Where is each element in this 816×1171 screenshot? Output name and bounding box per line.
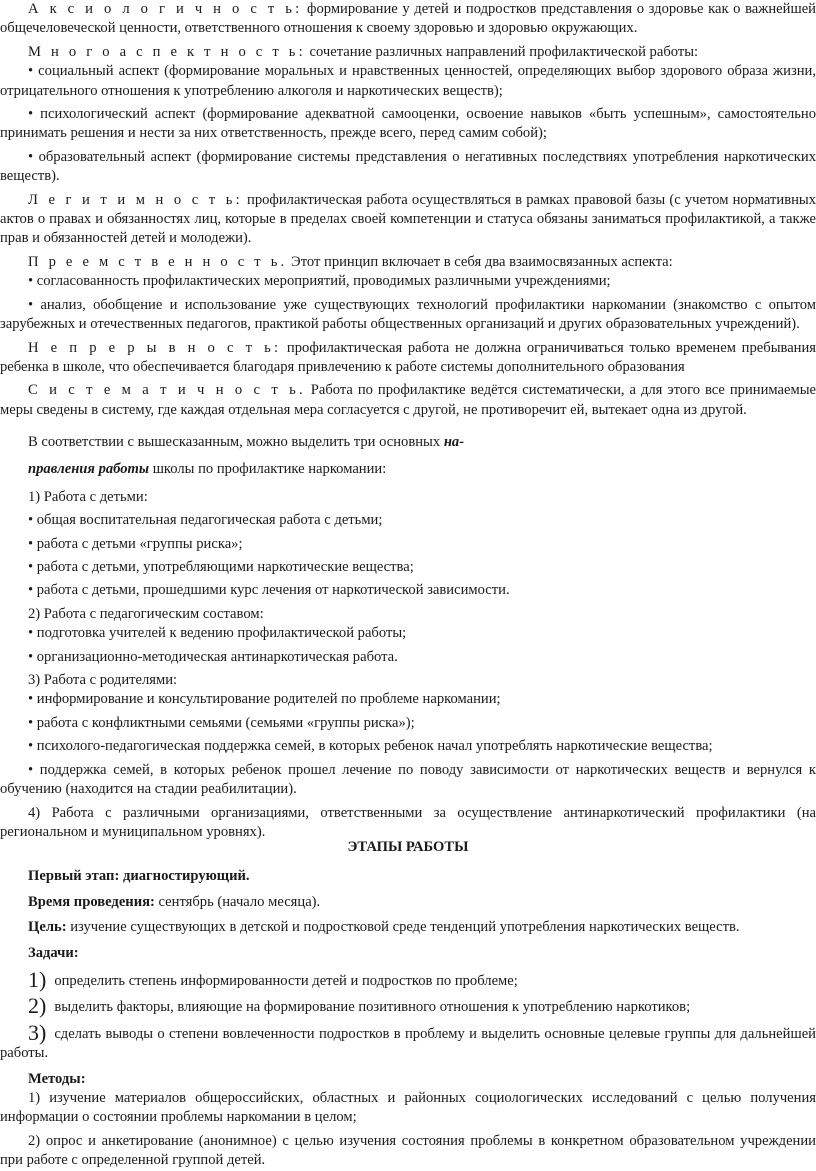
principle-multiaspect: [0, 43, 816, 62]
task-text: сделать выводы о степени вовлеченности подростков в проблему и выделить основные целевые группы для дальнейшей работы.: [0, 1025, 816, 1062]
stage-methods-label: Методы:: [28, 1070, 86, 1087]
task-item: [0, 1019, 816, 1064]
group-title: 3) Работа с родителями:: [28, 672, 178, 689]
group-item: • работа с детьми, прошедшими курс лечения от наркотической зависимости.: [28, 582, 510, 599]
task-item: [0, 995, 816, 1017]
directions-tail: школы по профилактике наркомании:: [149, 461, 387, 478]
stage-goal: [0, 918, 816, 937]
group-item: • подготовка учителей к ведению профилактической работы;: [28, 625, 407, 642]
principle-term: П р е е м с т в е н н о с т ь.: [28, 253, 288, 270]
task-item: [0, 969, 816, 991]
group-item: • работа с конфликтными семьями (семьями «группы риска»);: [28, 714, 415, 731]
group-title: 4) Работа с различными организациями, ответственными за осуществление антинаркотический профилактики (на региональном и муниципальном уровнях).: [0, 804, 816, 840]
directions-lead-cont: [0, 460, 816, 479]
group-item: • психолого-педагогическая поддержка семей, в которых ребенок начал употреблять наркотические вещества;: [28, 738, 713, 755]
continuity-item: • анализ, обобщение и использование уже существующих технологий профилактики наркомании (знакомство с опытом зарубежных и отечественных педагогов, практикой работы общественных организаций и других образовательных учреждений).: [0, 296, 816, 333]
group-item: • общая воспитательная педагогическая работа с детьми;: [28, 512, 383, 529]
principle-text: сочетание различных направлений профилактической работы:: [305, 43, 699, 60]
principles-section: [0, 0, 816, 420]
principle-text: Этот принцип включает в себя два взаимосвязанных аспекта:: [287, 253, 673, 270]
principle-text: Работа по профилактике ведётся систематически, а для этого все принимаемые меры сведены в систему, где каждая отдельная мера согласуется с другой, не противоречит ей, вытекает одна из другой.: [0, 382, 816, 418]
task-text: выделить факторы, влияющие на формирование позитивного отношения к употреблению наркотиков;: [54, 999, 691, 1016]
principle-term: С и с т е м а т и ч н о с т ь.: [28, 382, 306, 399]
principle-text: профилактическая работа осуществляться в рамках правовой базы (с учетом нормативных актов о правах и обязанностях лиц, которые в пределах своей компетенции и статуса обязаны заниматься профилактикой, а также прав и обязанностей детей и молодежи).: [0, 191, 816, 247]
continuity-item: • согласованность профилактических мероприятий, проводимых различными учреждениями;: [28, 273, 611, 290]
group-item: • организационно-методическая антинаркотическая работа.: [28, 648, 398, 665]
aspect-item: • образовательный аспект (формирование системы представления о негативных последствиях употребления наркотических веществ).: [0, 148, 816, 185]
stage-first-title: Первый этап: диагностирующий.: [28, 868, 250, 885]
principle-axiology: [0, 0, 816, 39]
stages-section: [0, 838, 816, 1171]
stage-goal-label: Цель:: [28, 919, 67, 936]
method-item: 2) опрос и анкетирование (анонимное) с целью изучения состояния проблемы в конкретном образовательном учреждении при работе с определенной группой детей.: [0, 1132, 816, 1169]
principle-term: М н о г о а с п е к т н о с т ь:: [28, 43, 306, 60]
group-item: • работа с детьми, употребляющими наркотические вещества;: [28, 559, 414, 576]
group-item: • поддержка семей, в которых ребенок прошел лечение по поводу зависимости от наркотических веществ и вернулся к обучению (находится на стадии реабилитации).: [0, 761, 816, 798]
principle-text: формирование у детей и подростков представления о здоровье как о важнейшей общечеловеческой ценности, ответственного отношения к своему здоровью и здоровью окружающих.: [0, 1, 816, 37]
aspect-item: • психологический аспект (формирование адекватной самооценки, освоение навыков «быть успешным», самостоятельно принимать решения и нести за них ответственность, прежде всего, перед самим собой);: [0, 106, 816, 142]
principle-text: профилактическая работа не должна ограничиваться только временем пребывания ребенка в школе, что обеспечивается благодаря привлечению к работе системы дополнительного образования: [0, 339, 816, 375]
task-number: 2): [28, 993, 47, 1019]
stage-time-label: Время проведения:: [28, 893, 155, 910]
group-item: • информирование и консультирование родителей по проблеме наркомании;: [28, 691, 501, 708]
directions-section: [0, 433, 816, 842]
principle-term: Н е п р е р ы в н о с т ь:: [28, 339, 282, 356]
group-item: • работа с детьми «группы риска»;: [28, 535, 243, 552]
principle-term: Л е г и т и м н о с т ь:: [28, 191, 243, 208]
task-number: 1): [28, 967, 47, 993]
principle-term: А к с и о л о г и ч н о с т ь:: [28, 1, 303, 17]
group-title: 1) Работа с детьми:: [28, 488, 148, 505]
task-number: 3): [28, 1019, 47, 1045]
principle-systematic: [0, 381, 816, 420]
directions-bold: правления работы: [28, 461, 150, 478]
task-text: определить степень информированности детей и подростков по проблеме;: [54, 973, 518, 990]
directions-lead-text: В соответствии с вышесказанным, можно выделить три основных: [28, 434, 444, 450]
directions-lead: [0, 433, 816, 452]
principle-uninterrupted: [0, 339, 816, 378]
stage-tasks-label: Задачи:: [28, 944, 79, 961]
method-item: 1) изучение материалов общероссийских, областных и районных социологических исследований с целью получения информации о состоянии проблемы наркомании в целом;: [0, 1090, 816, 1126]
stages-heading: ЭТАПЫ РАБОТЫ: [347, 839, 469, 855]
group-title: 2) Работа с педагогическим составом:: [28, 605, 264, 622]
principle-legitimacy: [0, 191, 816, 249]
aspect-item: • социальный аспект (формирование моральных и нравственных ценностей, определяющих выбор здорового образа жизни, отрицательного отношения к употреблению алкоголя и наркотических веществ);: [0, 63, 816, 99]
directions-bold: на-: [443, 434, 465, 450]
stage-time: [0, 893, 816, 912]
principle-continuity: [0, 253, 816, 272]
stage-goal-value: изучение существующих в детской и подростковой среде тенденций употребления наркотических веществ.: [66, 919, 740, 936]
stage-time-value: сентябрь (начало месяца).: [154, 893, 321, 910]
